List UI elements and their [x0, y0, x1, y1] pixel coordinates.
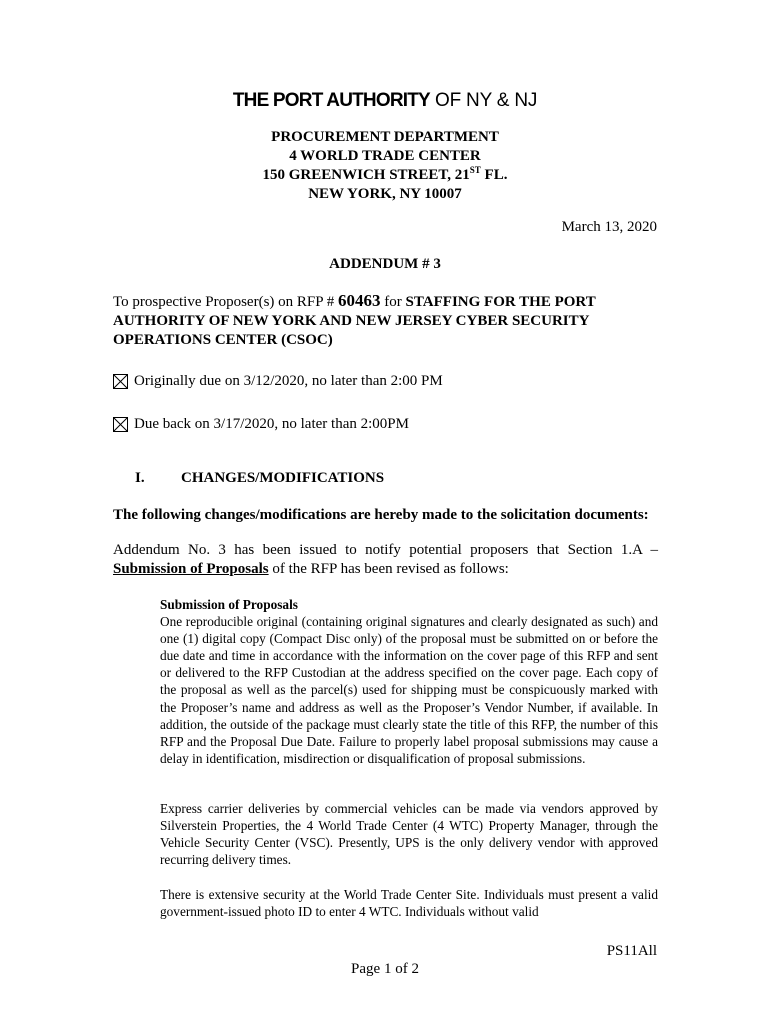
submission-body: One reproducible original (containing original signatures and clearly designated as such) and one (1) digital copy (Compact Disc only) of the proposal must be submitted on or before the due date and time in accordance with the information on the cover page of this RFP and sent or delivered to the RFP Custodian at the address specified on the cover page. Each copy of the proposal as well as the parcel(s) used for shipping must be conspicuously marked with the Proposer’s name and address as well as the Proposer’s Vendor Number, if available. In addition, the outside of the package must clearly state the title of this RFP, the number of this RFP and the Proposal Due Date. Failure to properly label proposal submissions may cause a delay in identification, misdirection or disqualification of proposal submissions.: [160, 614, 658, 766]
port-authority-logo: [0, 90, 770, 112]
security-paragraph: There is extensive security at the World Trade Center Site. Individuals must present a valid government-issued photo ID to enter 4 WTC. Individuals without valid: [160, 887, 658, 920]
rfp-number: 60463: [338, 291, 381, 310]
submission-heading: Submission of Proposals: [160, 597, 298, 612]
document-date: March 13, 2020: [561, 219, 657, 235]
address-line-2: 4 WORLD TRADE CENTER: [289, 148, 481, 164]
checked-box-icon: [113, 417, 128, 432]
logo-bold-text: THE PORT AUTHORITY: [232, 90, 430, 111]
due-back-checkbox-row: [113, 416, 409, 433]
section-number: I.: [135, 470, 145, 486]
checked-box-icon: [113, 374, 128, 389]
address-line-4: NEW YORK, NY 10007: [308, 186, 462, 202]
section-title: CHANGES/MODIFICATIONS: [181, 470, 385, 486]
section-heading: [135, 470, 384, 487]
submission-block: [160, 596, 658, 767]
express-carrier-paragraph: Express carrier deliveries by commercial vehicles can be made via vendors approved by Silverstein Properties, the 4 World Trade Center (4 WTC) Property Manager, through the Vehicle Security Center (VSC). Presently, UPS is the only delivery vendor with approved recurring delivery times.: [160, 801, 658, 868]
addendum-paragraph: Addendum No. 3 has been issued to notify potential proposers that Section 1.A – Submission of Proposals of the RFP has been revised as follows:: [113, 542, 658, 577]
changes-statement: The following changes/modifications are hereby made to the solicitation documents:: [113, 507, 649, 523]
page-number: Page 1 of 2: [351, 961, 419, 977]
logo-light-text: OF NY & NJ: [429, 90, 538, 111]
due-back-label: Due back on 3/17/2020, no later than 2:00PM: [134, 416, 409, 432]
rfp-title: STAFFING FOR THE PORT AUTHORITY OF NEW YORK AND NEW JERSEY CYBER SECURITY OPERATIONS CENTER (CSOC): [113, 294, 596, 348]
addendum-title: ADDENDUM # 3: [329, 256, 441, 272]
department-address: [0, 128, 770, 204]
due-original-label: Originally due on 3/12/2020, no later than 2:00 PM: [134, 373, 443, 389]
footer-code: PS11All: [606, 943, 657, 959]
submission-link-text: Submission of Proposals: [113, 561, 269, 577]
due-original-checkbox-row: [113, 373, 443, 390]
intro-paragraph: To prospective Proposer(s) on RFP # 60463 for STAFFING FOR THE PORT AUTHORITY OF NEW YORK AND NEW JERSEY CYBER SECURITY OPERATIONS CENTER (CSOC): [113, 291, 596, 348]
address-line-3: 150 GREENWICH STREET, 21ST FL.: [262, 165, 508, 183]
address-line-1: PROCUREMENT DEPARTMENT: [271, 129, 499, 145]
